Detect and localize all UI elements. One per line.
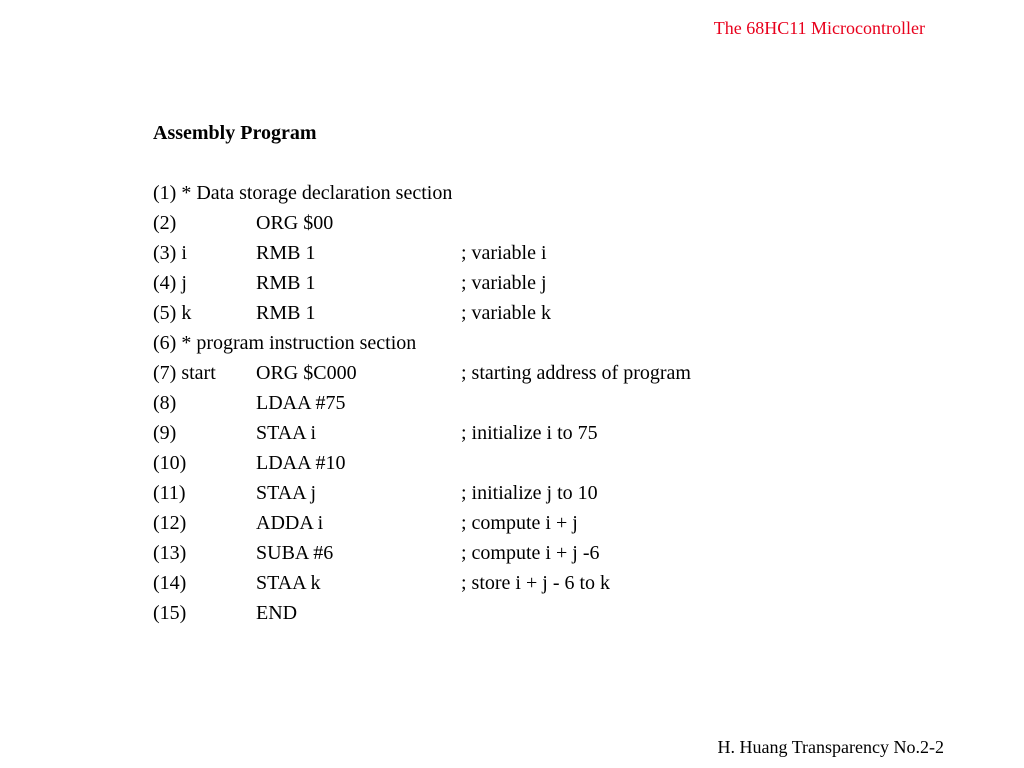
line-comment: ; starting address of program [461, 362, 691, 384]
line-instruction: ADDA i [256, 512, 324, 534]
line-label: (5) k [153, 302, 192, 324]
code-line [153, 451, 853, 481]
line-instruction: ORG $C000 [256, 362, 357, 384]
line-comment: ; store i + j - 6 to k [461, 572, 611, 594]
line-label: (7) start [153, 362, 216, 384]
line-label: (6) * program instruction section [153, 332, 417, 354]
code-line [153, 241, 853, 271]
slide-header: The 68HC11 Microcontroller [713, 18, 925, 38]
line-label: (15) [153, 602, 187, 624]
line-comment: ; variable j [461, 272, 547, 294]
line-instruction: END [256, 602, 298, 624]
code-line [153, 481, 853, 511]
code-line [153, 511, 853, 541]
line-instruction: RMB 1 [256, 272, 316, 294]
code-line [153, 391, 853, 421]
code-line [153, 271, 853, 301]
line-comment: ; variable k [461, 302, 551, 324]
code-line [153, 181, 853, 211]
line-label: (10) [153, 452, 187, 474]
line-comment: ; initialize i to 75 [461, 422, 598, 444]
line-label: (1) * Data storage declaration section [153, 182, 453, 204]
line-instruction: RMB 1 [256, 242, 316, 264]
line-instruction: RMB 1 [256, 302, 316, 324]
line-label: (12) [153, 512, 187, 534]
code-line [153, 421, 853, 451]
line-comment: ; compute i + j [461, 512, 578, 534]
line-instruction: STAA i [256, 422, 317, 444]
line-comment: ; variable i [461, 242, 547, 264]
line-instruction: STAA j [256, 482, 317, 504]
slide-footer: H. Huang Transparency No.2-2 [717, 737, 944, 757]
line-comment: ; compute i + j -6 [461, 542, 600, 564]
line-label: (8) [153, 392, 177, 414]
code-line [153, 301, 853, 331]
line-label: (14) [153, 572, 187, 594]
line-instruction: SUBA #6 [256, 542, 334, 564]
line-label: (11) [153, 482, 186, 504]
line-label: (3) i [153, 242, 187, 264]
slide-title: Assembly Program [153, 122, 317, 144]
line-instruction: LDAA #75 [256, 392, 346, 414]
line-instruction: LDAA #10 [256, 452, 346, 474]
code-line [153, 211, 853, 241]
code-line [153, 601, 853, 631]
line-label: (9) [153, 422, 177, 444]
code-line [153, 541, 853, 571]
line-instruction: STAA k [256, 572, 321, 594]
line-instruction: ORG $00 [256, 212, 334, 234]
code-listing [153, 181, 853, 631]
code-line [153, 331, 853, 361]
line-comment: ; initialize j to 10 [461, 482, 598, 504]
line-label: (2) [153, 212, 177, 234]
code-line [153, 571, 853, 601]
line-label: (13) [153, 542, 187, 564]
code-line [153, 361, 853, 391]
line-label: (4) j [153, 272, 187, 294]
